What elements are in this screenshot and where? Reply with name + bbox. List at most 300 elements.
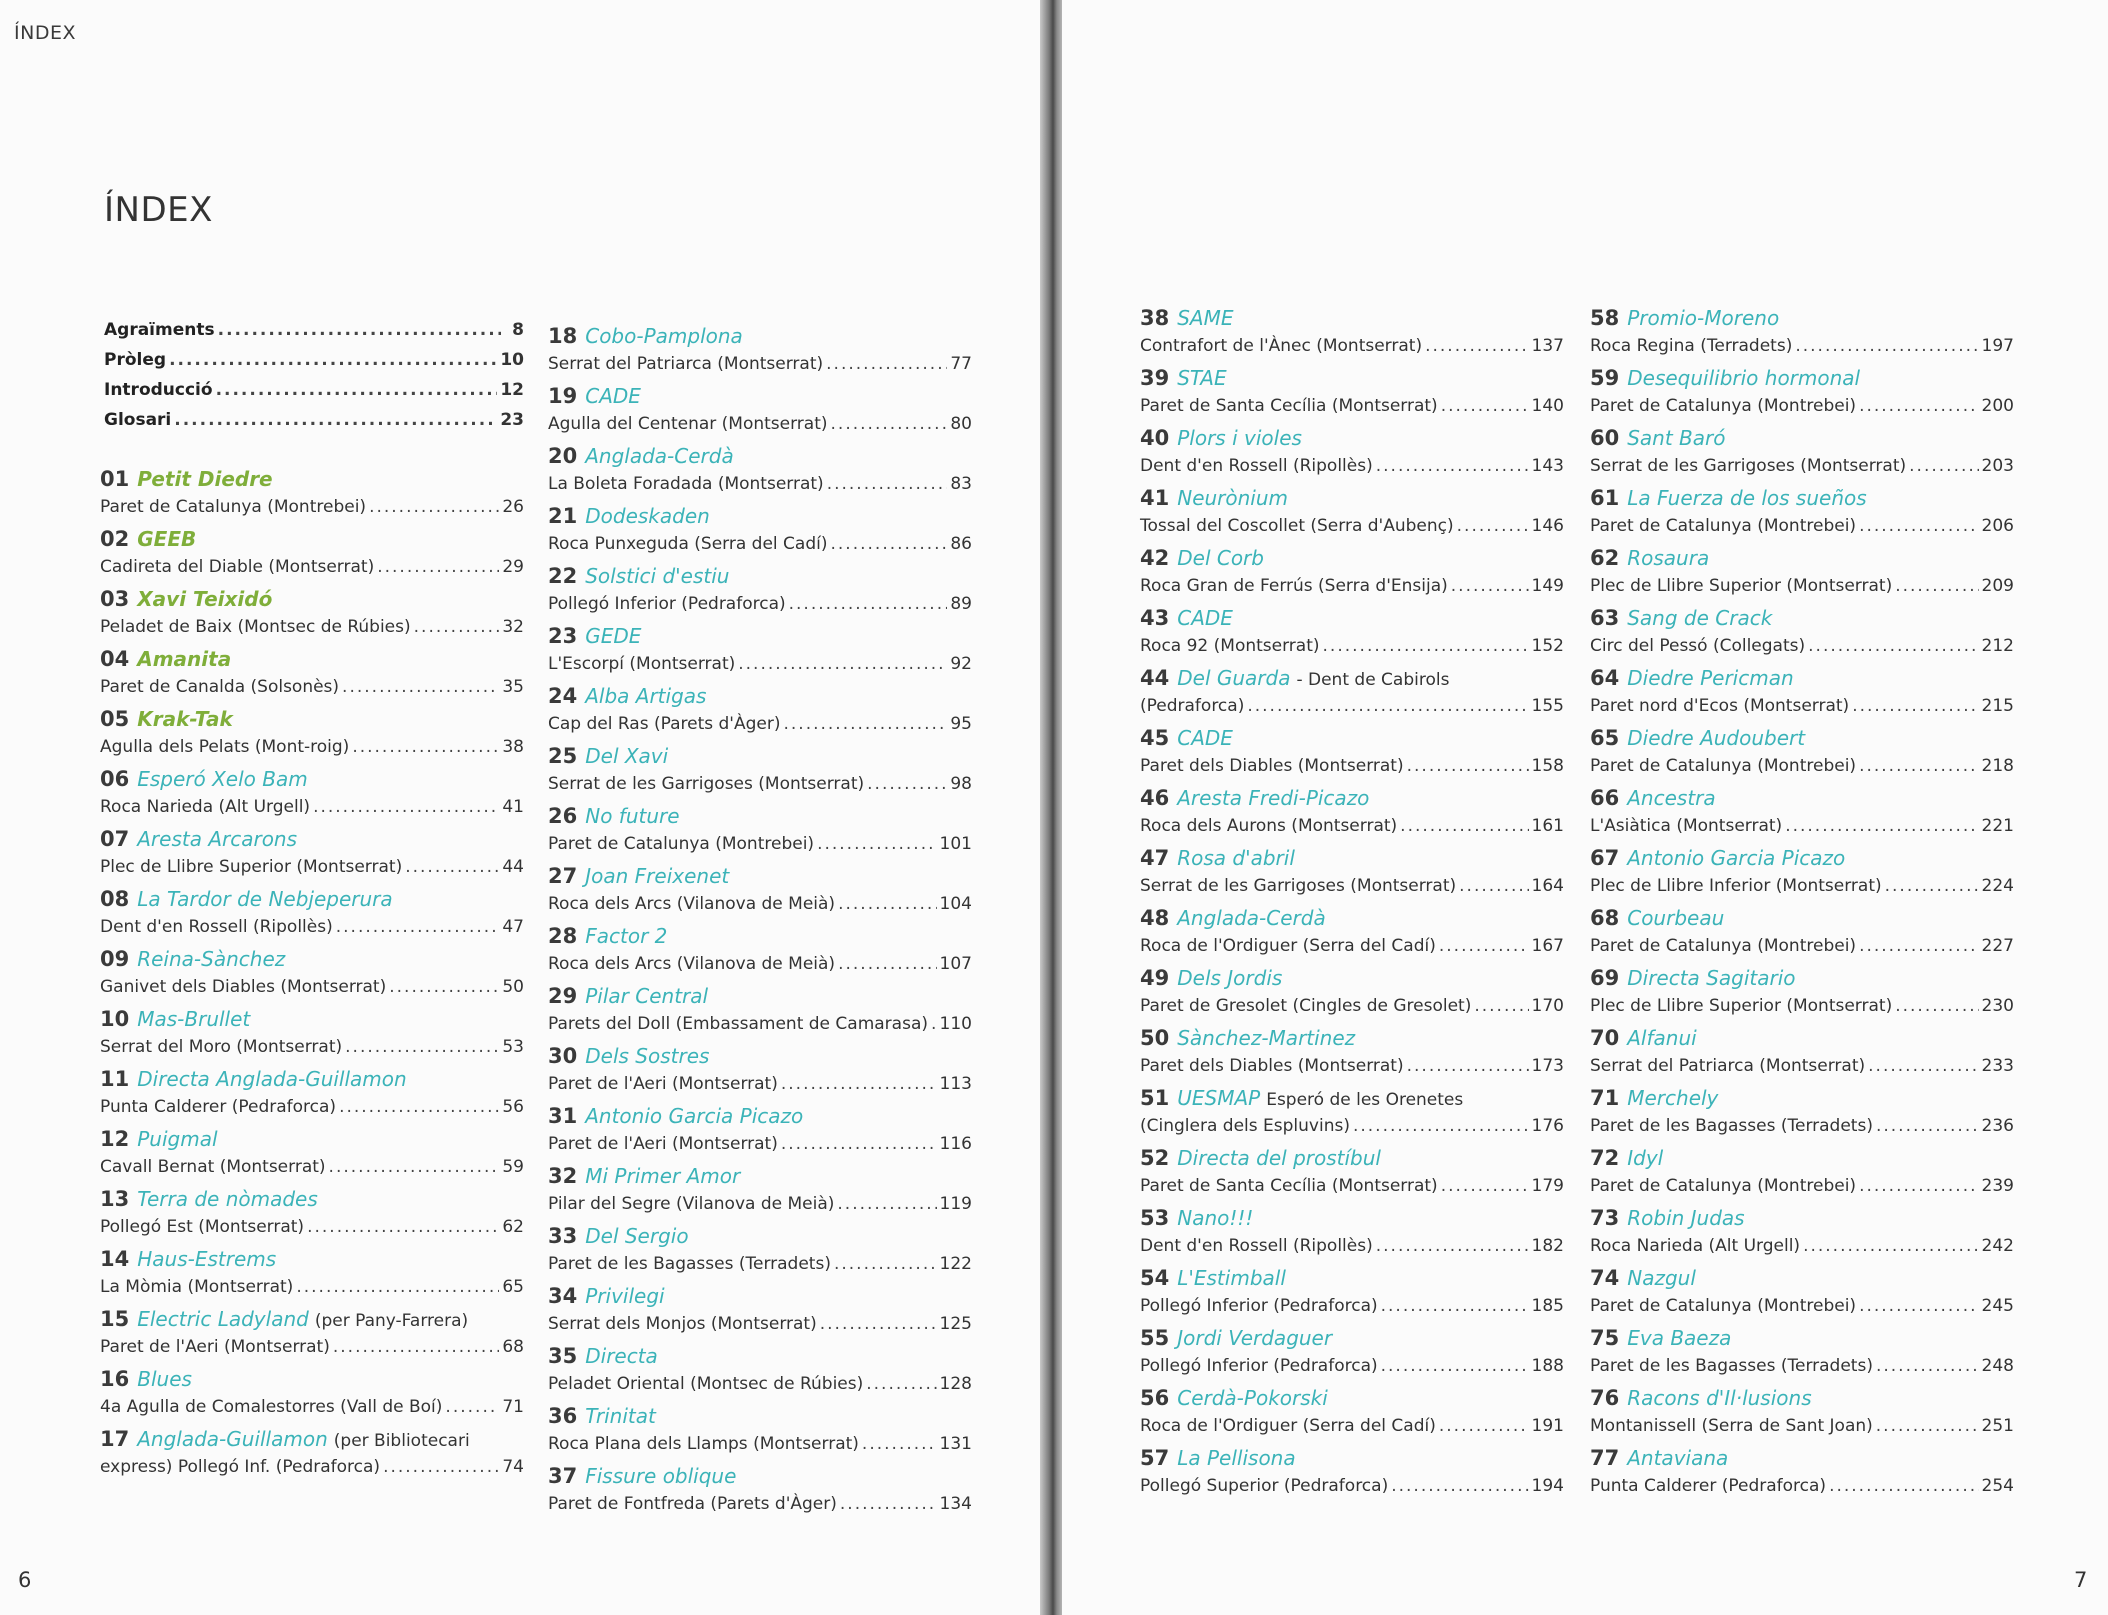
entry-number: 30 (548, 1044, 578, 1068)
entry-number: 68 (1590, 906, 1620, 930)
toc-entry[interactable] (1140, 726, 1564, 786)
page-ref: 122 (939, 1254, 972, 1274)
entry-heading (1140, 366, 1564, 396)
location: Pollegó Inferior (Pedraforca) (548, 594, 786, 614)
entry-number: 24 (548, 684, 578, 708)
index-column-1 (100, 467, 524, 1487)
leader-dots (1808, 636, 1978, 656)
toc-entry[interactable] (548, 444, 972, 504)
toc-entry[interactable] (548, 504, 972, 564)
entry-heading (1590, 846, 2014, 876)
entry-location-line (1590, 1056, 2014, 1086)
location: Circ del Pessó (Collegats) (1590, 636, 1806, 656)
entry-heading (1140, 426, 1564, 456)
leader-dots (1859, 936, 1978, 956)
route-name: La Fuerza de los sueños (1627, 486, 1867, 510)
entry-heading (548, 1464, 972, 1494)
toc-entry[interactable] (548, 384, 972, 444)
leader-dots (296, 1277, 499, 1297)
location: Roca Punxeguda (Serra del Cadí) (548, 534, 828, 554)
location: Roca Plana dels Llamps (Montserrat) (548, 1434, 859, 1454)
right-page (1062, 0, 2108, 1615)
toc-entry[interactable] (1140, 1266, 1564, 1326)
toc-entry[interactable] (100, 887, 524, 947)
page-ref: 29 (502, 557, 524, 577)
toc-entry[interactable] (100, 467, 524, 527)
toc-entry[interactable] (548, 1044, 972, 1104)
toc-entry[interactable] (548, 684, 972, 744)
entry-heading (1590, 426, 2014, 456)
location: Paret de les Bagasses (Terradets) (1590, 1356, 1873, 1376)
location: Paret de l'Aeri (Montserrat) (548, 1074, 778, 1094)
leader-dots (781, 1134, 937, 1154)
toc-entry[interactable] (100, 1187, 524, 1247)
leader-dots (817, 834, 936, 854)
entry-location-line (1590, 336, 2014, 366)
location: Montanissell (Serra de Sant Joan) (1590, 1416, 1873, 1436)
page-ref: 251 (1981, 1416, 2014, 1436)
route-name: Antonio Garcia Picazo (1627, 846, 1846, 870)
leader-dots (781, 1074, 937, 1094)
toc-entry[interactable] (100, 1247, 524, 1307)
toc-entry[interactable] (548, 1164, 972, 1224)
page-ref: 59 (502, 1157, 524, 1177)
entry-heading (1590, 1086, 2014, 1116)
toc-entry[interactable] (1590, 1446, 2014, 1506)
entry-number: 64 (1590, 666, 1620, 690)
entry-number: 73 (1590, 1206, 1620, 1230)
entry-number: 03 (100, 587, 130, 611)
route-name: Ancestra (1627, 786, 1716, 810)
page-ref: 176 (1531, 1116, 1564, 1136)
leader-dots (339, 1097, 499, 1117)
toc-entry[interactable] (1590, 1026, 2014, 1086)
leader-dots (1439, 936, 1529, 956)
route-name: No future (585, 804, 680, 828)
entry-location-line (548, 834, 972, 864)
location: Paret de les Bagasses (Terradets) (1590, 1116, 1873, 1136)
route-name: Esperó Xelo Bam (137, 767, 308, 791)
entry-number: 35 (548, 1344, 578, 1368)
toc-entry[interactable] (1590, 666, 2014, 726)
page-ref: 152 (1531, 636, 1564, 656)
location: Punta Calderer (Pedraforca) (100, 1097, 337, 1117)
entry-number: 38 (1140, 306, 1170, 330)
index-column-3 (1140, 306, 1564, 1506)
page-ref: 221 (1981, 816, 2014, 836)
entry-heading (1140, 666, 1564, 696)
entry-location-line (1140, 1236, 1564, 1266)
leader-dots (405, 857, 499, 877)
page-ref: 143 (1531, 456, 1564, 476)
entry-heading (1140, 1206, 1564, 1236)
route-name: Solstici d'estiu (585, 564, 730, 588)
location: L'Asiàtica (Montserrat) (1590, 816, 1783, 836)
location: Ganivet dels Diables (Montserrat) (100, 977, 387, 997)
location: Roca Regina (Terradets) (1590, 336, 1793, 356)
toc-entry[interactable] (1140, 966, 1564, 1026)
entry-location-line (548, 714, 972, 744)
entry-location-line (1590, 1356, 2014, 1386)
location: Serrat de les Garrigoses (Montserrat) (1590, 456, 1907, 476)
toc-entry[interactable] (1140, 1086, 1564, 1146)
entry-location-line (1140, 1356, 1564, 1386)
route-name: Amanita (137, 647, 232, 671)
toc-entry[interactable] (100, 1007, 524, 1067)
entry-location-line (1590, 996, 2014, 1026)
leader-dots (866, 1374, 936, 1394)
location: Serrat de les Garrigoses (Montserrat) (548, 774, 865, 794)
toc-entry[interactable] (1140, 906, 1564, 966)
entry-number: 72 (1590, 1146, 1620, 1170)
route-name: L'Estimball (1177, 1266, 1286, 1290)
leader-dots (377, 557, 499, 577)
location: express) Pollegó Inf. (Pedraforca) (100, 1457, 381, 1477)
entry-heading (548, 744, 972, 774)
toc-entry[interactable] (1590, 486, 2014, 546)
toc-entry[interactable] (1590, 1386, 2014, 1446)
entry-location-line (1140, 696, 1564, 726)
toc-entry[interactable] (548, 804, 972, 864)
page-ref: 140 (1531, 396, 1564, 416)
entry-heading (548, 1224, 972, 1254)
entry-location-line (548, 1494, 972, 1524)
location: Paret nord d'Ecos (Montserrat) (1590, 696, 1850, 716)
toc-entry[interactable] (1140, 1026, 1564, 1086)
leader-dots (1868, 1056, 1978, 1076)
route-name: Aresta Fredi-Picazo (1177, 786, 1370, 810)
entry-heading (1590, 606, 2014, 636)
location: (Pedraforca) (1140, 696, 1245, 716)
route-name: Joan Freixenet (585, 864, 730, 888)
page-ref: 71 (502, 1397, 524, 1417)
entry-location-line (1590, 1236, 2014, 1266)
page-ref: 179 (1531, 1176, 1564, 1196)
toc-entry[interactable] (1590, 606, 2014, 666)
location: Serrat de les Garrigoses (Montserrat) (1140, 876, 1457, 896)
page-ref: 116 (939, 1134, 972, 1154)
toc-entry[interactable] (548, 984, 972, 1044)
entry-number: 58 (1590, 306, 1620, 330)
intro-label: Agraïments (104, 320, 215, 340)
toc-entry[interactable] (548, 924, 972, 984)
leader-dots (383, 1457, 499, 1477)
toc-entry[interactable] (1590, 786, 2014, 846)
page-ref: 125 (939, 1314, 972, 1334)
route-name: Petit Diedre (137, 467, 273, 491)
toc-entry[interactable] (548, 864, 972, 924)
leader-dots (1829, 1476, 1978, 1496)
toc-entry[interactable] (548, 1464, 972, 1524)
intro-item[interactable] (104, 350, 524, 380)
leader-dots (352, 737, 499, 757)
toc-entry[interactable] (1140, 606, 1564, 666)
entry-number: 23 (548, 624, 578, 648)
entry-location-line (100, 917, 524, 947)
toc-entry[interactable] (100, 827, 524, 887)
toc-entry[interactable] (1590, 1326, 2014, 1386)
entry-location-line (548, 354, 972, 384)
toc-entry[interactable] (1140, 1146, 1564, 1206)
intro-list (104, 320, 524, 440)
toc-entry[interactable] (548, 624, 972, 684)
entry-heading (100, 707, 524, 737)
route-name: Dels Jordis (1177, 966, 1283, 990)
entry-number: 16 (100, 1367, 130, 1391)
entry-location-line (100, 1337, 524, 1367)
toc-entry[interactable] (1140, 786, 1564, 846)
page-ref: 62 (502, 1217, 524, 1237)
leader-dots (1885, 876, 1979, 896)
toc-entry[interactable] (100, 947, 524, 1007)
entry-location-line (100, 857, 524, 887)
toc-entry[interactable] (548, 1224, 972, 1284)
route-name: Robin Judas (1627, 1206, 1745, 1230)
page-ref: 35 (502, 677, 524, 697)
entry-number: 22 (548, 564, 578, 588)
toc-entry[interactable] (100, 587, 524, 647)
toc-entry[interactable] (1590, 1086, 2014, 1146)
location: Peladet de Baix (Montsec de Rúbies) (100, 617, 411, 637)
toc-entry[interactable] (1140, 666, 1564, 726)
location: Cadireta del Diable (Montserrat) (100, 557, 375, 577)
leader-dots (1407, 756, 1529, 776)
entry-number: 57 (1140, 1446, 1170, 1470)
toc-entry[interactable] (100, 707, 524, 767)
route-note: (per Pany-Farrera) (314, 1311, 469, 1331)
location: Paret de Santa Cecília (Montserrat) (1140, 1176, 1438, 1196)
route-name: Racons d'Il·lusions (1627, 1386, 1812, 1410)
leader-dots (838, 894, 936, 914)
page-ref: 248 (1981, 1356, 2014, 1376)
entry-heading (100, 1307, 524, 1337)
page-ref: 65 (502, 1277, 524, 1297)
entry-number: 19 (548, 384, 578, 408)
page-ref: 95 (950, 714, 972, 734)
leader-dots (333, 1337, 500, 1357)
entry-heading (1140, 1446, 1564, 1476)
toc-entry[interactable] (1140, 1326, 1564, 1386)
leader-dots (837, 1194, 936, 1214)
toc-entry[interactable] (1590, 1266, 2014, 1326)
route-name: Anglada-Cerdà (1177, 906, 1326, 930)
leader-dots (1795, 336, 1978, 356)
toc-entry[interactable] (1140, 1206, 1564, 1266)
page-ref: 8 (512, 320, 524, 340)
leader-dots (1451, 576, 1529, 596)
location: Dent d'en Rossell (Ripollès) (100, 917, 333, 937)
route-name: Idyl (1627, 1146, 1664, 1170)
toc-entry[interactable] (1140, 546, 1564, 606)
entry-number: 50 (1140, 1026, 1170, 1050)
page-ref: 32 (502, 617, 524, 637)
leader-dots (838, 954, 936, 974)
entry-heading (1140, 1146, 1564, 1176)
toc-entry[interactable] (548, 1344, 972, 1404)
entry-heading (548, 804, 972, 834)
route-name: Factor 2 (585, 924, 668, 948)
entry-number: 53 (1140, 1206, 1170, 1230)
toc-entry[interactable] (1140, 846, 1564, 906)
toc-entry[interactable] (1590, 966, 2014, 1026)
toc-entry[interactable] (548, 1104, 972, 1164)
route-name: Eva Baeza (1627, 1326, 1732, 1350)
toc-entry[interactable] (1590, 306, 2014, 366)
toc-entry[interactable] (1140, 486, 1564, 546)
entry-heading (1140, 1086, 1564, 1116)
entry-location-line (1140, 456, 1564, 486)
toc-entry[interactable] (1140, 306, 1564, 366)
leader-dots (1909, 456, 1978, 476)
entry-number: 04 (100, 647, 130, 671)
intro-item[interactable] (104, 380, 524, 410)
entry-location-line (1140, 1296, 1564, 1326)
location: Serrat del Patriarca (Montserrat) (548, 354, 824, 374)
route-name: Cerdà-Pokorski (1177, 1386, 1328, 1410)
leader-dots (342, 677, 499, 697)
location: Cap del Ras (Parets d'Àger) (548, 714, 781, 734)
route-name: Sànchez-Martinez (1177, 1026, 1356, 1050)
toc-entry[interactable] (1140, 1446, 1564, 1506)
page-ref: 254 (1981, 1476, 2014, 1496)
toc-entry[interactable] (100, 767, 524, 827)
toc-entry[interactable] (100, 647, 524, 707)
location: Paret de les Bagasses (Terradets) (548, 1254, 831, 1274)
toc-entry[interactable] (1140, 366, 1564, 426)
toc-entry[interactable] (100, 1067, 524, 1127)
entry-heading (1590, 306, 2014, 336)
entry-location-line (100, 1217, 524, 1247)
toc-entry[interactable] (1140, 1386, 1564, 1446)
entry-heading (1140, 1326, 1564, 1356)
index-column-4 (1590, 306, 2014, 1506)
leader-dots (174, 410, 497, 430)
entry-location-line (548, 1374, 972, 1404)
page-ref: 173 (1531, 1056, 1564, 1076)
entry-number: 74 (1590, 1266, 1620, 1290)
entry-heading (1140, 846, 1564, 876)
toc-entry[interactable] (1590, 1206, 2014, 1266)
entry-location-line (1590, 636, 2014, 666)
leader-dots (862, 1434, 937, 1454)
entry-location-line (1590, 396, 2014, 426)
entry-number: 28 (548, 924, 578, 948)
entry-heading (1590, 366, 2014, 396)
toc-entry[interactable] (100, 1307, 524, 1367)
entry-heading (1590, 1266, 2014, 1296)
location: Parets del Doll (Embassament de Camarasa) (548, 1014, 928, 1034)
entry-heading (100, 527, 524, 557)
toc-entry[interactable] (1590, 846, 2014, 906)
toc-entry[interactable] (1590, 906, 2014, 966)
entry-location-line (548, 594, 972, 624)
route-name: Antonio Garcia Picazo (585, 1104, 804, 1128)
leader-dots (329, 1157, 500, 1177)
route-name: STAE (1177, 366, 1227, 390)
toc-entry[interactable] (548, 744, 972, 804)
page-ref: 26 (502, 497, 524, 517)
location: Plec de Llibre Inferior (Montserrat) (1590, 876, 1882, 896)
route-name: Terra de nòmades (137, 1187, 318, 1211)
leader-dots (1381, 1356, 1529, 1376)
toc-entry[interactable] (1590, 426, 2014, 486)
toc-entry[interactable] (100, 527, 524, 587)
page-number-right: 7 (2074, 1568, 2088, 1592)
route-name: Alba Artigas (585, 684, 707, 708)
leader-dots (1247, 696, 1528, 716)
entry-number: 56 (1140, 1386, 1170, 1410)
toc-entry[interactable] (1590, 546, 2014, 606)
intro-item[interactable] (104, 320, 524, 350)
entry-number: 31 (548, 1104, 578, 1128)
toc-entry[interactable] (100, 1367, 524, 1427)
entry-location-line (100, 1097, 524, 1127)
entry-heading (100, 1427, 524, 1457)
toc-entry[interactable] (548, 1404, 972, 1464)
toc-entry[interactable] (548, 564, 972, 624)
entry-location-line (100, 557, 524, 587)
leader-dots (1376, 1236, 1529, 1256)
leader-dots (1441, 1176, 1529, 1196)
leader-dots (218, 320, 501, 340)
entry-number: 65 (1590, 726, 1620, 750)
entry-number: 66 (1590, 786, 1620, 810)
toc-entry[interactable] (548, 324, 972, 384)
route-name: Desequilibrio hormonal (1627, 366, 1861, 390)
entry-number: 67 (1590, 846, 1620, 870)
entry-location-line (548, 774, 972, 804)
entry-number: 09 (100, 947, 130, 971)
route-name: CADE (1177, 606, 1233, 630)
toc-entry[interactable] (100, 1127, 524, 1187)
toc-entry[interactable] (100, 1427, 524, 1487)
toc-entry[interactable] (1590, 726, 2014, 786)
location: Agulla del Centenar (Montserrat) (548, 414, 828, 434)
leader-dots (1407, 1056, 1529, 1076)
location: Pollegó Inferior (Pedraforca) (1140, 1296, 1378, 1316)
location: L'Escorpí (Montserrat) (548, 654, 736, 674)
entry-location-line (100, 1397, 524, 1427)
page-ref: 12 (500, 380, 524, 400)
entry-number: 55 (1140, 1326, 1170, 1350)
index-column-2 (548, 324, 972, 1524)
leader-dots (1876, 1116, 1979, 1136)
entry-location-line (1590, 936, 2014, 966)
leader-dots (1803, 1236, 1978, 1256)
route-name: Fissure oblique (585, 1464, 737, 1488)
route-name: Neurònium (1177, 486, 1289, 510)
toc-entry[interactable] (548, 1284, 972, 1344)
entry-heading (1590, 1446, 2014, 1476)
page-ref: 182 (1531, 1236, 1564, 1256)
leader-dots (1323, 636, 1529, 656)
route-name: Krak-Tak (137, 707, 233, 731)
toc-entry[interactable] (1140, 426, 1564, 486)
route-name: Del Guarda (1177, 666, 1291, 690)
page-ref: 218 (1981, 756, 2014, 776)
entry-heading (100, 767, 524, 797)
toc-entry[interactable] (1590, 1146, 2014, 1206)
leader-dots (783, 714, 947, 734)
entry-location-line (1590, 696, 2014, 726)
location: Peladet Oriental (Montsec de Rúbies) (548, 1374, 864, 1394)
location: La Boleta Foradada (Montserrat) (548, 474, 824, 494)
toc-entry[interactable] (1590, 366, 2014, 426)
route-name: UESMAP (1177, 1086, 1261, 1110)
intro-item[interactable] (104, 410, 524, 440)
route-name: Directa Anglada-Guillamon (137, 1067, 407, 1091)
location: 4a Agulla de Comalestorres (Vall de Boí) (100, 1397, 443, 1417)
